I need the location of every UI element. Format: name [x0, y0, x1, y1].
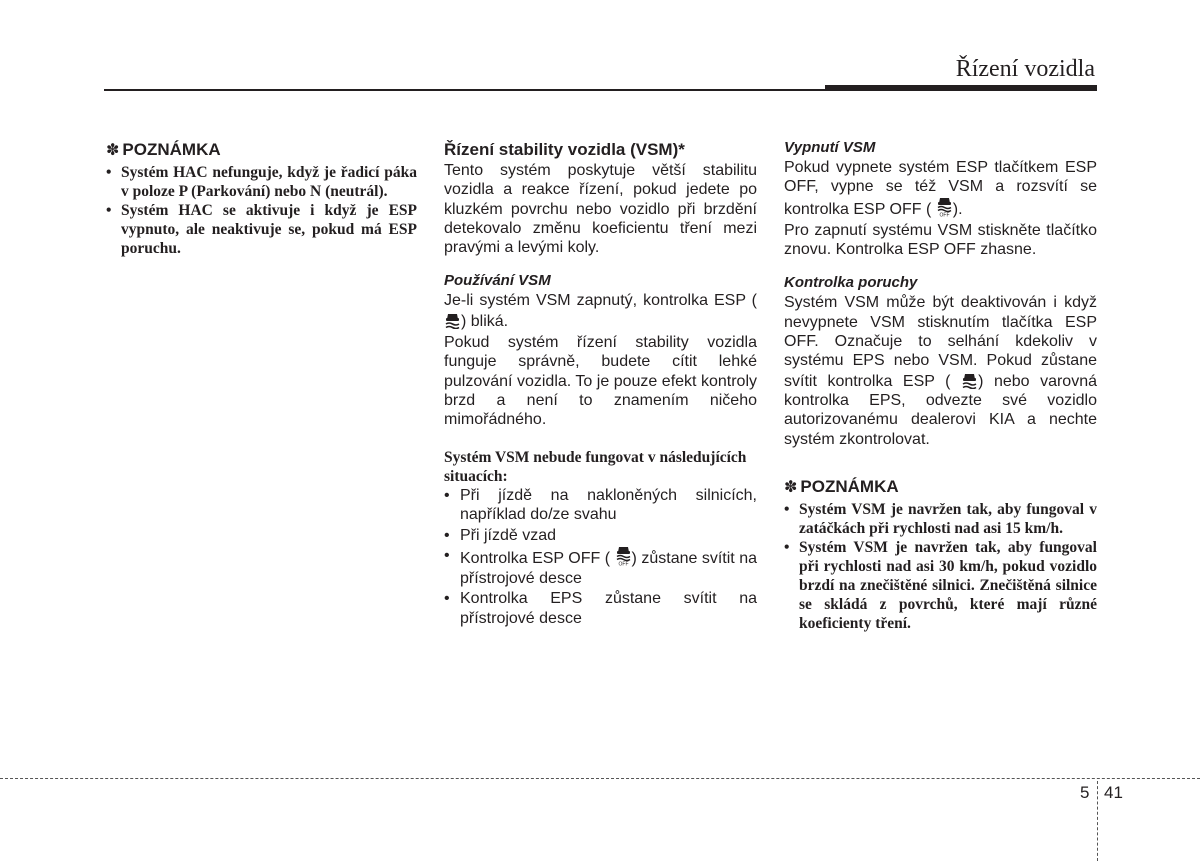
- usage-title: Používání VSM: [444, 272, 551, 290]
- note-list: [784, 500, 1097, 633]
- esp-warning-icon: [961, 371, 978, 389]
- note-item: • Systém VSM je navržen tak, aby fungoval v zatáčkách při rychlosti nad asi 15 km/h.: [784, 500, 1097, 538]
- esp-off-icon: [615, 546, 632, 566]
- esp-off-paragraph-1: Pokud vypnete systém ESP tlačítkem ESP OFF, vypne se též VSM a rozsvítí se kontrolka ESP OFF ( OFF ).: [784, 159, 1097, 218]
- list-item: • Kontrolka EPS zůstane svítit na přístrojové desce: [444, 589, 757, 628]
- footer-vertical-divider: [1097, 781, 1098, 861]
- esp-off-title: Vypnutí VSM: [784, 139, 876, 156]
- usage-paragraph-2: Pokud systém řízení stability vozidla funguje správně, budete cítit lehké pulzování vozidla. To je pouze efekt kontroly brzd a není to znamením ničeho mimořádného.: [444, 334, 757, 429]
- left-column: [106, 138, 417, 258]
- page-number: 41: [1104, 783, 1123, 802]
- conditions-title: Systém VSM nebude fungovat v následujících situacích:: [444, 448, 747, 485]
- list-item: • Při jízdě na nakloněných silnicích, například do/ze svahu: [444, 486, 757, 525]
- note-item: • Systém HAC se aktivuje i když je ESP vypnuto, ale neaktivuje se, pokud má ESP poruchu.: [106, 201, 417, 258]
- esp-off-icon: [936, 197, 953, 217]
- list-item: • Při jízdě vzad: [444, 526, 757, 546]
- esp-warning-icon: [444, 311, 461, 329]
- note-star-icon: ✽: [784, 478, 798, 496]
- note-item: • Systém VSM je navržen tak, aby fungoval při rychlosti nad asi 30 km/h, pokud vozidlo brzdí na znečištěné silnici. Znečištěná silnice se skládá z povrchů, které mají různé koeficienty tření.: [784, 538, 1097, 633]
- middle-column: [444, 138, 757, 628]
- page-header-title: Řízení vozidla: [955, 56, 1095, 82]
- note-star-icon: ✽: [106, 142, 120, 159]
- fault-paragraph: Systém VSM může být deaktivován i když nevypnete VSM stisknutím tlačítka ESP OFF. Označuje to selhání kdekoliv v systému EPS nebo VSM. Pokud zůstane svítit kontrolka ESP ( ) nebo varovná kontrolka EPS, odvezte své vozidlo autorizovanému dealerovi KIA a nechte systém zkontrolovat.: [784, 294, 1097, 448]
- list-item: • Kontrolka ESP OFF ( OFF ) zůstane svítit na přístrojové desce: [444, 546, 757, 588]
- conditions-list: [444, 486, 757, 629]
- svg-text:OFF: OFF: [939, 212, 950, 217]
- esp-off-paragraph-2: Pro zapnutí systému VSM stiskněte tlačítko znovu. Kontrolka ESP OFF zhasne.: [784, 221, 1097, 259]
- svg-text:OFF: OFF: [618, 561, 629, 567]
- section-title: Řízení stability vozidla (VSM)*: [444, 140, 685, 159]
- intro-paragraph: Tento systém poskytuje větší stabilitu vozidla a reakce řízení, pokud jedete po kluzkém povrchu nebo vozidlo při brzdění detekovalo změnu koeficientu tření mezi pravými a levými koly.: [444, 162, 757, 257]
- note-heading: ✽ POZNÁMKA: [784, 476, 899, 496]
- fault-title: Kontrolka poruchy: [784, 274, 918, 292]
- right-column: [784, 138, 1097, 633]
- note-item: • Systém HAC nefunguje, když je řadicí páka v poloze P (Parkování) nebo N (neutrál).: [106, 163, 417, 201]
- note-heading: ✽ POZNÁMKA: [106, 140, 221, 159]
- header-rule-accent: [825, 85, 1097, 91]
- chapter-number: 5: [1080, 783, 1090, 802]
- usage-paragraph-1: Je-li systém VSM zapnutý, kontrolka ESP ( ) bliká.: [444, 292, 757, 330]
- note-list: [106, 163, 417, 258]
- footer-divider: [0, 778, 1200, 779]
